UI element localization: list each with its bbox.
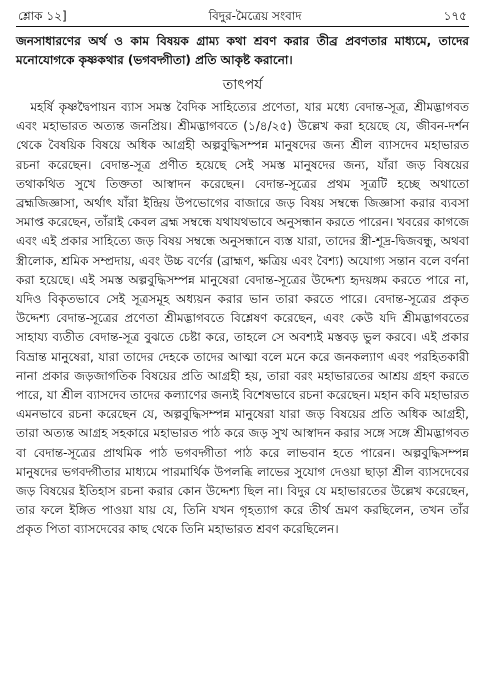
chapter-title: বিদুর-মৈত্রেয় সংবাদ	[208, 9, 302, 23]
purport-heading: তাৎপর্য	[222, 77, 263, 93]
translation-text: জনসাধারণের অর্থ ও কাম বিষয়ক গ্রাম্য কথা শ্রবণ করার তীব্র প্রবণতার মাধ্যমে, তাদের মনোযোগকে কৃষ্ণকথার (ভগবদ্গীতা) প্রতি আকৃষ্ট করানো।	[16, 34, 469, 67]
verse-reference: শ্লোক ১২]	[18, 9, 67, 23]
page-number: ১৭৫	[443, 9, 467, 23]
header-divider	[16, 26, 469, 27]
page-header	[16, 8, 469, 26]
purport-paragraph: মহর্ষি কৃষ্ণদ্বৈপায়ন ব্যাস সমস্ত বৈদিক সাহিত্যের প্রণেতা, যার মধ্যে বেদান্ত-সূত্র, শ্রীমদ্ভাগবত এবং মহাভারত অত্যন্ত জনপ্রিয়। শ্রীমদ্ভাগবতে (১/৪/২৫) উল্লেখ করা হয়েছে যে, জীবন-দর্শন থেকে বৈষয়িক বিষয়ে অধিক আগ্রহী অল্পবুদ্ধিসম্পন্ন মানুষদের জন্য শ্রীল ব্যাসদেব মহাভারত রচনা করেছেন। বেদান্ত-সূত্র প্রণীত হয়েছে সেই সমস্ত মানুষদের জন্য, যাঁরা জড় বিষয়ের তথাকথিত সুখে তিক্ততা আস্বাদন করেছেন। বেদান্ত-সূত্রের প্রথম সূত্রটি হচ্ছে অথাতো ব্রহ্মজিজ্ঞাসা, অর্থাৎ যাঁরা ইন্দ্রিয় উপভোগের বাজারে জড় বিষয় সম্বন্ধে জিজ্ঞাসা করার ব্যবসা সমাপ্ত করেছেন, তাঁরাই কেবল ব্রহ্ম সম্বন্ধে যথাযথভাবে অনুসন্ধান করতে পারেন। খবরের কাগজে এবং এই প্রকার সাহিত্যে জড় বিষয় সম্বন্ধে অনুসন্ধানে ব্যস্ত যারা, তাদের স্ত্রী-শূদ্র-দ্বিজবন্ধু, অথবা স্ত্রীলোক, শ্রমিক সম্প্রদায়, এবং উচ্চ বর্ণের (ব্রাহ্মণ, ক্ষত্রিয় এবং বৈশ্য) অযোগ্য সন্তান বলে বর্ণনা করা হয়েছে। এই সমস্ত অল্পবুদ্ধিসম্পন্ন মানুষেরা বেদান্ত-সূত্রের উদ্দেশ্য হৃদয়ঙ্গম করতে পারে না, যদিও বিকৃতভাবে সেই সূত্রসমূহ অধ্যয়ন করার ভান তারা করতে পারে। বেদান্ত-সূত্রের প্রকৃত উদ্দেশ্য বেদান্ত-সূত্রের প্রণেতা শ্রীমদ্ভাগবতে বিশ্লেষণ করেছেন, এবং কেউ যদি শ্রীমদ্ভাগবতের সাহায্য ব্যতীত বেদান্ত-সূত্র বুঝতে চেষ্টা করে, তাহলে সে অবশ্যই মস্তবড় ভুল করবে। এই প্রকার বিভ্রান্ত মানুষেরা, যারা তাদের দেহকে তাদের আত্মা বলে মনে করে জনকল্যাণ এবং পরহিতকারী নানা প্রকার জড়জাগতিক বিষয়ের প্রতি আগ্রহী হয়, তারা বরং মহাভারতের আশ্রয় গ্রহণ করতে পারে, যা শ্রীল ব্যাসদেব তাদের কল্যাণের জন্যই বিশেষভাবে রচনা করেছেন। মহান কবি মহাভারত এমনভাবে রচনা করেছেন যে, অল্পবুদ্ধিসম্পন্ন মানুষেরা যারা জড় বিষয়ের প্রতি অধিক আগ্রহী, তারা অত্যন্ত আগ্রহ সহকারে মহাভারত পাঠ করে জড় সুখ আস্বাদন করার সঙ্গে সঙ্গে শ্রীমদ্ভাগবত বা বেদান্ত-সূত্রের প্রাথমিক পাঠ ভগবদ্গীতা পাঠ করে লাভবান হতে পারেন। অল্পবুদ্ধিসম্পন্ন মানুষদের ভগবদ্গীতার মাধ্যমে পারমার্থিক উপলব্ধি লাভের সুযোগ দেওয়া ছাড়া শ্রীল ব্যাসদেবের জড় বিষয়ের ইতিহাস রচনা করার কোন উদ্দেশ্য ছিল না। বিদুর যে মহাভারতের উল্লেখ করেছেন, তার ফলে ইঙ্গিত পাওয়া যায় যে, তিনি যখন গৃহত্যাগ করে তীর্থ ভ্রমণ করছিলেন, তখন তাঁর প্রকৃত পিতা ব্যাসদেবের কাছ থেকে তিনি মহাভারত শ্রবণ করেছিলেন।	[16, 100, 469, 537]
